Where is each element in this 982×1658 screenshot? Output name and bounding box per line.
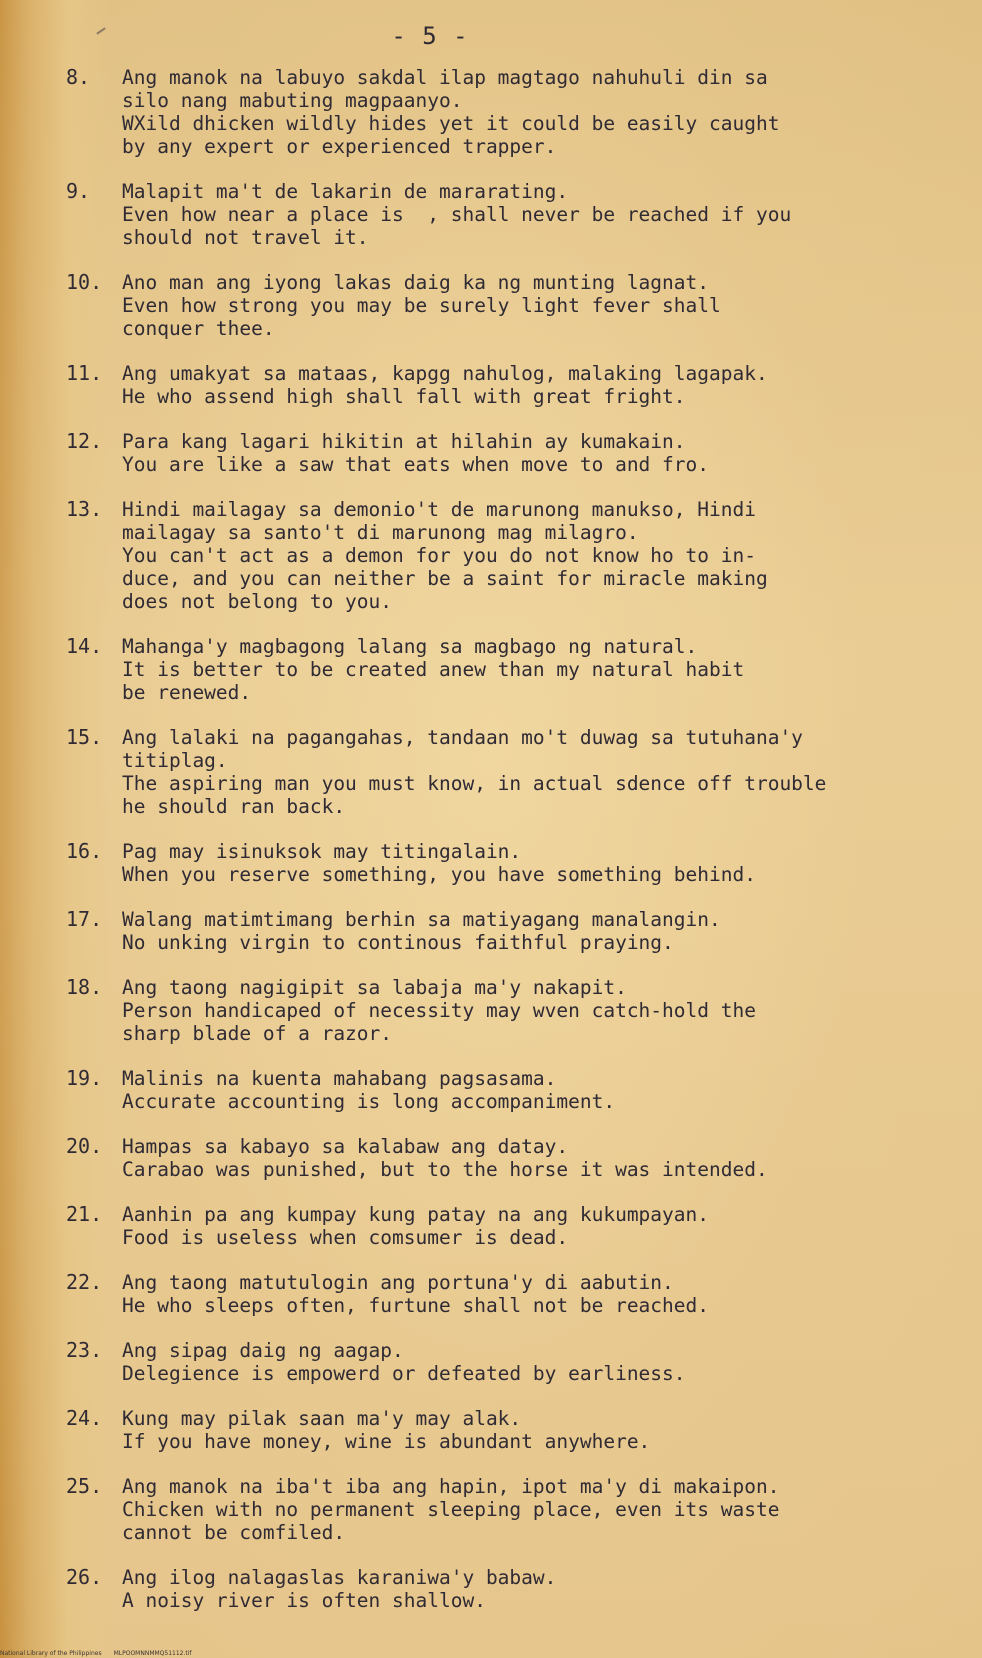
proverb-line: cannot be comfiled.	[122, 1521, 346, 1544]
proverb-line: by any expert or experienced trapper.	[122, 135, 557, 158]
proverb-number: 25.	[66, 1474, 103, 1498]
proverb-line: Para kang lagari hikitin at hilahin ay kumakain.	[122, 430, 686, 453]
proverb-line: Walang matimtimang berhin sa matiyagang manalangin.	[122, 908, 721, 931]
proverb-line: Hindi mailagay sa demonio't de marunong manukso, Hindi	[122, 498, 756, 521]
proverb-line: Even how near a place is , shall never be reached if you	[122, 203, 792, 226]
proverb-number: 11.	[66, 361, 103, 385]
proverb-number: 14.	[66, 634, 103, 658]
proverb-number: 10.	[66, 270, 103, 294]
proverb-line: Even how strong you may be surely light fever shall	[122, 294, 721, 317]
proverb-entry	[60, 1407, 960, 1453]
proverb-line: conquer thee.	[122, 317, 275, 340]
proverb-line: Pag may isinuksok may titingalain.	[122, 840, 522, 863]
proverb-list	[60, 66, 960, 1634]
proverb-line: Ang umakyat sa mataas, kapgg nahulog, malaking lagapak.	[122, 362, 768, 385]
proverb-line: When you reserve something, you have something behind.	[122, 863, 756, 886]
proverb-line: silo nang mabuting magpaanyo.	[122, 89, 463, 112]
proverb-line: He who sleeps often, furtune shall not be reached.	[122, 1294, 709, 1317]
proverb-line: Carabao was punished, but to the horse it was intended.	[122, 1158, 768, 1181]
proverb-number: 18.	[66, 975, 103, 999]
proverb-number: 21.	[66, 1202, 103, 1226]
proverb-line: Delegience is empowerd or defeated by earliness.	[122, 1362, 686, 1385]
proverb-line: Aanhin pa ang kumpay kung patay na ang kukumpayan.	[122, 1203, 709, 1226]
proverb-line: should not travel it.	[122, 226, 369, 249]
proverb-line: does not belong to you.	[122, 590, 393, 613]
proverb-number: 9.	[66, 179, 91, 203]
proverb-line: Ang manok na iba't iba ang hapin, ipot ma'y di makaipon.	[122, 1475, 780, 1498]
scan-footer	[0, 1650, 192, 1657]
proverb-line: Malinis na kuenta mahabang pagsasama.	[122, 1067, 557, 1090]
proverb-entry	[60, 180, 960, 249]
proverb-number: 12.	[66, 429, 103, 453]
proverb-line: be renewed.	[122, 681, 252, 704]
proverb-line: Ang taong nagigipit sa labaja ma'y nakapit.	[122, 976, 627, 999]
proverb-line: The aspiring man you must know, in actual sdence off trouble	[122, 772, 827, 795]
proverb-number: 16.	[66, 839, 103, 863]
proverb-entry	[60, 1203, 960, 1249]
proverb-entry	[60, 362, 960, 408]
proverb-line: Person handicaped of necessity may wven catch-hold the	[122, 999, 756, 1022]
proverb-line: Ang manok na labuyo sakdal ilap magtago nahuhuli din sa	[122, 66, 768, 89]
proverb-line: If you have money, wine is abundant anywhere.	[122, 1430, 651, 1453]
proverb-entry	[60, 726, 960, 818]
proverb-line: Accurate accounting is long accompaniment.	[122, 1090, 616, 1113]
footer-source: National Library of the Philippines	[0, 1650, 102, 1657]
proverb-number: 17.	[66, 907, 103, 931]
proverb-line: Kung may pilak saan ma'y may alak.	[122, 1407, 522, 1430]
proverb-entry	[60, 840, 960, 886]
proverb-number: 19.	[66, 1066, 103, 1090]
proverb-number: 8.	[66, 65, 91, 89]
proverb-line: You can't act as a demon for you do not know ho to in-	[122, 544, 756, 567]
proverb-number: 22.	[66, 1270, 103, 1294]
proverb-line: sharp blade of a razor.	[122, 1022, 393, 1045]
proverb-number: 20.	[66, 1134, 103, 1158]
proverb-line: Hampas sa kabayo sa kalabaw ang datay.	[122, 1135, 569, 1158]
proverb-entry	[60, 1135, 960, 1181]
proverb-line: You are like a saw that eats when move to and fro.	[122, 453, 709, 476]
proverb-line: Ang lalaki na pagangahas, tandaan mo't duwag sa tutuhana'y	[122, 726, 803, 749]
proverb-entry	[60, 635, 960, 704]
proverb-entry	[60, 1067, 960, 1113]
footer-filename: MLPOOMNNMMQ51112.tif	[113, 1650, 192, 1657]
proverb-line: Ang taong matutulogin ang portuna'y di aabutin.	[122, 1271, 674, 1294]
proverb-number: 26.	[66, 1565, 103, 1589]
proverb-entry	[60, 66, 960, 158]
proverb-line: WXild dhicken wildly hides yet it could be easily caught	[122, 112, 780, 135]
proverb-line: It is better to be created anew than my natural habit	[122, 658, 745, 681]
pencil-mark	[96, 27, 105, 34]
proverb-line: He who assend high shall fall with great fright.	[122, 385, 686, 408]
proverb-line: Mahanga'y magbagong lalang sa magbago ng natural.	[122, 635, 698, 658]
proverb-entry	[60, 1339, 960, 1385]
proverb-entry	[60, 1475, 960, 1544]
proverb-number: 15.	[66, 725, 103, 749]
proverb-entry	[60, 1566, 960, 1612]
proverb-line: he should ran back.	[122, 795, 346, 818]
proverb-entry	[60, 908, 960, 954]
proverb-line: A noisy river is often shallow.	[122, 1589, 486, 1612]
proverb-entry	[60, 1271, 960, 1317]
proverb-number: 24.	[66, 1406, 103, 1430]
proverb-line: duce, and you can neither be a saint for miracle making	[122, 567, 768, 590]
proverb-number: 23.	[66, 1338, 103, 1362]
proverb-line: mailagay sa santo't di marunong mag milagro.	[122, 521, 639, 544]
proverb-entry	[60, 271, 960, 340]
proverb-line: Ang ilog nalagaslas karaniwa'y babaw.	[122, 1566, 557, 1589]
proverb-entry	[60, 976, 960, 1045]
page-number: - 5 -	[391, 22, 469, 50]
proverb-entry	[60, 430, 960, 476]
proverb-number: 13.	[66, 497, 103, 521]
proverb-line: Ano man ang iyong lakas daig ka ng munting lagnat.	[122, 271, 709, 294]
proverb-line: titiplag.	[122, 749, 228, 772]
proverb-line: Ang sipag daig ng aagap.	[122, 1339, 404, 1362]
proverb-entry	[60, 498, 960, 613]
proverb-line: Malapit ma't de lakarin de mararating.	[122, 180, 569, 203]
proverb-line: No unking virgin to continous faithful praying.	[122, 931, 674, 954]
proverb-line: Food is useless when comsumer is dead.	[122, 1226, 569, 1249]
proverb-line: Chicken with no permanent sleeping place, even its waste	[122, 1498, 780, 1521]
